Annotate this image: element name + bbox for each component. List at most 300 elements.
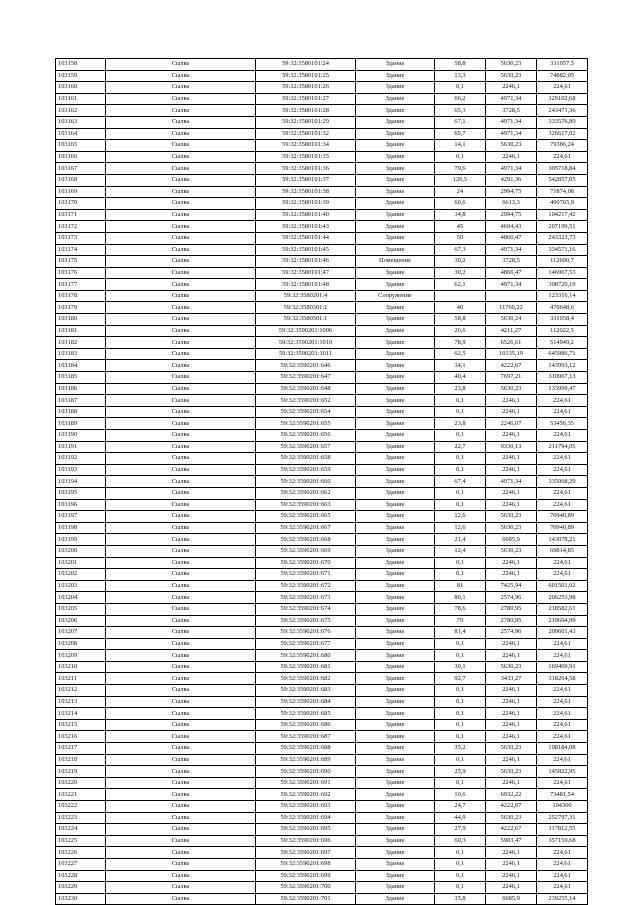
specific-value-cell: 4222,67 — [486, 360, 537, 372]
specific-value-cell: 2246,1 — [486, 395, 537, 407]
cadastral-value-cell: 112600,7 — [537, 256, 588, 268]
object-type-cell: Здание — [356, 893, 435, 905]
locality-cell: Сылва — [106, 256, 256, 268]
cadastral-value-cell: 601501,02 — [537, 580, 588, 592]
object-type-cell: Здание — [356, 835, 435, 847]
cadastral-value-cell: 400765,9 — [537, 198, 588, 210]
cadastral-number-cell: 59:32:3580301:1 — [256, 302, 356, 314]
specific-value-cell: 9330,13 — [486, 441, 537, 453]
table-row — [56, 290, 588, 302]
specific-value-cell: 5630,23 — [486, 511, 537, 523]
cadastral-value-cell: 224,61 — [537, 82, 588, 94]
object-type-cell: Здание — [356, 151, 435, 163]
object-type-cell: Здание — [356, 93, 435, 105]
row-number-cell: 103167 — [56, 163, 106, 175]
object-type-cell: Здание — [356, 882, 435, 894]
locality-cell: Сылва — [106, 198, 256, 210]
cadastral-value-cell: 224,61 — [537, 650, 588, 662]
specific-value-cell: 5630,23 — [486, 522, 537, 534]
cadastral-number-cell: 59:32:3590201:690 — [256, 766, 356, 778]
cadastral-value-cell: 331058,4 — [537, 314, 588, 326]
locality-cell: Сылва — [106, 719, 256, 731]
area-cell: 65,3 — [435, 105, 486, 117]
cadastral-number-cell: 59:32:3580101:40 — [256, 209, 356, 221]
row-number-cell: 103176 — [56, 267, 106, 279]
area-cell: 30,1 — [435, 661, 486, 673]
specific-value-cell: 5630,23 — [486, 140, 537, 152]
cadastral-value-cell: 514949,2 — [537, 337, 588, 349]
locality-cell: Сылва — [106, 638, 256, 650]
row-number-cell: 103215 — [56, 719, 106, 731]
specific-value-cell: 3728,5 — [486, 105, 537, 117]
locality-cell: Сылва — [106, 661, 256, 673]
table-row — [56, 487, 588, 499]
row-number-cell: 103190 — [56, 430, 106, 442]
locality-cell: Сылва — [106, 801, 256, 813]
object-type-cell: Здание — [356, 267, 435, 279]
specific-value-cell: 2246,1 — [486, 719, 537, 731]
table-row — [56, 82, 588, 94]
row-number-cell: 103169 — [56, 186, 106, 198]
locality-cell: Сылва — [106, 754, 256, 766]
locality-cell: Сылва — [106, 430, 256, 442]
table-row — [56, 603, 588, 615]
cadastral-number-cell: 59:32:3590201:700 — [256, 882, 356, 894]
area-cell: 0,1 — [435, 487, 486, 499]
object-type-cell: Здание — [356, 557, 435, 569]
cadastral-number-cell: 59:32:3580201:4 — [256, 290, 356, 302]
cadastral-value-cell: 239255,14 — [537, 893, 588, 905]
cadastral-number-cell: 59:32:3580101:38 — [256, 186, 356, 198]
cadastral-number-cell: 59:32:3590201:693 — [256, 801, 356, 813]
cadastral-value-cell: 71874,08 — [537, 186, 588, 198]
area-cell: 126,5 — [435, 174, 486, 186]
specific-value-cell: 4971,34 — [486, 128, 537, 140]
object-type-cell: Здание — [356, 395, 435, 407]
area-cell: 10,6 — [435, 789, 486, 801]
area-cell: 65,7 — [435, 128, 486, 140]
cadastral-value-cell: 326617,02 — [537, 128, 588, 140]
specific-value-cell: 5630,23 — [486, 812, 537, 824]
row-number-cell: 103158 — [56, 59, 106, 71]
specific-value-cell: 4971,34 — [486, 163, 537, 175]
object-type-cell: Здание — [356, 708, 435, 720]
cadastral-value-cell: 169469,91 — [537, 661, 588, 673]
cadastral-value-cell: 243323,73 — [537, 232, 588, 244]
specific-value-cell: 4222,67 — [486, 824, 537, 836]
specific-value-cell: 2246,1 — [486, 499, 537, 511]
row-number-cell: 103163 — [56, 116, 106, 128]
object-type-cell: Здание — [356, 163, 435, 175]
cadastral-number-cell: 59:32:3580101:28 — [256, 105, 356, 117]
table-row — [56, 93, 588, 105]
object-type-cell: Здание — [356, 186, 435, 198]
specific-value-cell: 4222,67 — [486, 801, 537, 813]
specific-value-cell: 2574,96 — [486, 592, 537, 604]
object-type-cell: Здание — [356, 743, 435, 755]
area-cell: 80,1 — [435, 592, 486, 604]
row-number-cell: 103223 — [56, 812, 106, 824]
cadastral-value-cell: 104217,42 — [537, 209, 588, 221]
specific-value-cell: 5630,23 — [486, 545, 537, 557]
cadastral-value-cell: 224,61 — [537, 777, 588, 789]
cadastral-number-cell: 59:32:3580101:48 — [256, 279, 356, 291]
row-number-cell: 103229 — [56, 882, 106, 894]
locality-cell: Сылва — [106, 766, 256, 778]
row-number-cell: 103209 — [56, 650, 106, 662]
locality-cell: Сылва — [106, 777, 256, 789]
specific-value-cell: 2780,95 — [486, 615, 537, 627]
specific-value-cell: 3728,5 — [486, 256, 537, 268]
object-type-cell: Здание — [356, 603, 435, 615]
object-type-cell: Здание — [356, 847, 435, 859]
cadastral-value-cell: 252797,31 — [537, 812, 588, 824]
table-row — [56, 499, 588, 511]
object-type-cell: Здание — [356, 476, 435, 488]
object-type-cell: Здание — [356, 777, 435, 789]
locality-cell: Сылва — [106, 696, 256, 708]
table-row — [56, 766, 588, 778]
cadastral-value-cell: 146967,53 — [537, 267, 588, 279]
cadastral-number-cell: 59:32:3590201:655 — [256, 418, 356, 430]
locality-cell: Сылва — [106, 627, 256, 639]
specific-value-cell: 5630,23 — [486, 59, 537, 71]
table-row — [56, 174, 588, 186]
area-cell: 58,8 — [435, 314, 486, 326]
object-type-cell: Здание — [356, 696, 435, 708]
table-row — [56, 70, 588, 82]
area-cell: 81 — [435, 580, 486, 592]
object-type-cell: Здание — [356, 685, 435, 697]
table-row — [56, 302, 588, 314]
object-type-cell: Здание — [356, 232, 435, 244]
area-cell: 12,6 — [435, 522, 486, 534]
row-number-cell: 103216 — [56, 731, 106, 743]
row-number-cell: 103191 — [56, 441, 106, 453]
specific-value-cell: 2246,1 — [486, 777, 537, 789]
cadastral-number-cell: 59:32:3590201:659 — [256, 464, 356, 476]
cadastral-value-cell: 224,61 — [537, 858, 588, 870]
row-number-cell: 103166 — [56, 151, 106, 163]
locality-cell: Сылва — [106, 70, 256, 82]
locality-cell: Сылва — [106, 360, 256, 372]
object-type-cell: Здание — [356, 569, 435, 581]
table-row — [56, 592, 588, 604]
object-type-cell: Здание — [356, 731, 435, 743]
table-row — [56, 406, 588, 418]
table-row — [56, 534, 588, 546]
table-row — [56, 580, 588, 592]
specific-value-cell: 4604,43 — [486, 221, 537, 233]
locality-cell: Сылва — [106, 522, 256, 534]
cadastral-value-cell: 308720,19 — [537, 279, 588, 291]
table-row — [56, 140, 588, 152]
cadastral-number-cell: 59:32:3590201:1010 — [256, 337, 356, 349]
cadastral-number-cell: 59:32:3590201:648 — [256, 383, 356, 395]
locality-cell: Сылва — [106, 383, 256, 395]
area-cell: 0,1 — [435, 777, 486, 789]
cadastral-number-cell: 59:32:3580101:29 — [256, 116, 356, 128]
cadastral-value-cell: 645986,71 — [537, 348, 588, 360]
area-cell: 34,8 — [435, 209, 486, 221]
area-cell: 34,1 — [435, 360, 486, 372]
table-row — [56, 893, 588, 905]
cadastral-number-cell: 59:32:3590201:699 — [256, 870, 356, 882]
locality-cell: Сылва — [106, 557, 256, 569]
cadastral-number-cell: 59:32:3590201:667 — [256, 522, 356, 534]
row-number-cell: 103197 — [56, 511, 106, 523]
table-row — [56, 638, 588, 650]
object-type-cell: Здание — [356, 801, 435, 813]
cadastral-value-cell: 69814,85 — [537, 545, 588, 557]
object-type-cell: Здание — [356, 174, 435, 186]
area-cell: 60,3 — [435, 835, 486, 847]
specific-value-cell: 4211,27 — [486, 325, 537, 337]
locality-cell: Сылва — [106, 835, 256, 847]
cadastral-value-cell: 333576,89 — [537, 116, 588, 128]
area-cell: 0,1 — [435, 719, 486, 731]
table-row — [56, 186, 588, 198]
table-row — [56, 685, 588, 697]
specific-value-cell: 6932,22 — [486, 789, 537, 801]
table-row — [56, 325, 588, 337]
table-row — [56, 777, 588, 789]
cadastral-number-cell: 59:32:3580101:37 — [256, 174, 356, 186]
row-number-cell: 103193 — [56, 464, 106, 476]
locality-cell: Сылва — [106, 847, 256, 859]
specific-value-cell: 7697,21 — [486, 372, 537, 384]
area-cell: 23,8 — [435, 383, 486, 395]
table-row — [56, 835, 588, 847]
row-number-cell: 103180 — [56, 314, 106, 326]
specific-value-cell: 2246,1 — [486, 858, 537, 870]
cadastral-number-cell: 59:32:3590201:674 — [256, 603, 356, 615]
locality-cell: Сылва — [106, 279, 256, 291]
area-cell: 50 — [435, 232, 486, 244]
cadastral-value-cell: 224,61 — [537, 499, 588, 511]
area-cell: 0,1 — [435, 870, 486, 882]
table-row — [56, 511, 588, 523]
object-type-cell: Здание — [356, 580, 435, 592]
object-type-cell: Здание — [356, 70, 435, 82]
table-row — [56, 372, 588, 384]
area-cell: 0,1 — [435, 708, 486, 720]
specific-value-cell: 6685,9 — [486, 534, 537, 546]
area-cell: 24,7 — [435, 801, 486, 813]
area-cell: 0,1 — [435, 430, 486, 442]
locality-cell: Сылва — [106, 569, 256, 581]
specific-value-cell: 5630,23 — [486, 743, 537, 755]
cadastral-number-cell: 59:32:3590201:683 — [256, 685, 356, 697]
table-row — [56, 476, 588, 488]
object-type-cell: Здание — [356, 244, 435, 256]
row-number-cell: 103217 — [56, 743, 106, 755]
cadastral-value-cell: 133999,47 — [537, 383, 588, 395]
row-number-cell: 103199 — [56, 534, 106, 546]
row-number-cell: 103230 — [56, 893, 106, 905]
table-row — [56, 256, 588, 268]
cadastral-value-cell: 224,61 — [537, 719, 588, 731]
locality-cell: Сылва — [106, 545, 256, 557]
specific-value-cell: 2994,75 — [486, 186, 537, 198]
specific-value-cell: 4866,47 — [486, 232, 537, 244]
row-number-cell: 103178 — [56, 290, 106, 302]
table-row — [56, 696, 588, 708]
object-type-cell: Здание — [356, 314, 435, 326]
area-cell: 12,4 — [435, 545, 486, 557]
specific-value-cell: 6613,3 — [486, 198, 537, 210]
row-number-cell: 103172 — [56, 221, 106, 233]
object-type-cell: Здание — [356, 209, 435, 221]
specific-value-cell: 2574,96 — [486, 627, 537, 639]
specific-value-cell: 5630,23 — [486, 70, 537, 82]
area-cell: 0,1 — [435, 151, 486, 163]
row-number-cell: 103182 — [56, 337, 106, 349]
table-row — [56, 59, 588, 71]
cadastral-number-cell: 59:32:3590201:694 — [256, 812, 356, 824]
cadastral-number-cell: 59:32:3590201:663 — [256, 499, 356, 511]
locality-cell: Сылва — [106, 650, 256, 662]
object-type-cell: Здание — [356, 105, 435, 117]
specific-value-cell: 7425,94 — [486, 580, 537, 592]
table-row — [56, 731, 588, 743]
table-row — [56, 198, 588, 210]
area-cell: 0,1 — [435, 499, 486, 511]
locality-cell: Сылва — [106, 743, 256, 755]
table-row — [56, 360, 588, 372]
row-number-cell: 103225 — [56, 835, 106, 847]
row-number-cell: 103164 — [56, 128, 106, 140]
object-type-cell: Здание — [356, 545, 435, 557]
row-number-cell: 103161 — [56, 93, 106, 105]
cadastral-number-cell: 59:32:3590201:658 — [256, 453, 356, 465]
area-cell: 78,9 — [435, 337, 486, 349]
area-cell: 0,1 — [435, 731, 486, 743]
cadastral-number-cell: 59:32:3590201:647 — [256, 372, 356, 384]
cadastral-value-cell: 331057,5 — [537, 59, 588, 71]
table-row — [56, 650, 588, 662]
cadastral-value-cell: 224,61 — [537, 464, 588, 476]
specific-value-cell: 2246,1 — [486, 82, 537, 94]
specific-value-cell: 5630,24 — [486, 314, 537, 326]
area-cell: 79 — [435, 615, 486, 627]
cadastral-number-cell: 59:32:3590201:692 — [256, 789, 356, 801]
table-row — [56, 441, 588, 453]
row-number-cell: 103188 — [56, 406, 106, 418]
cadastral-number-cell: 59:32:3590201:685 — [256, 708, 356, 720]
cadastral-value-cell: 79386,24 — [537, 140, 588, 152]
table-row — [56, 151, 588, 163]
row-number-cell: 103187 — [56, 395, 106, 407]
cadastral-value-cell: 224,61 — [537, 151, 588, 163]
object-type-cell: Здание — [356, 348, 435, 360]
area-cell: 23,8 — [435, 418, 486, 430]
row-number-cell: 103204 — [56, 592, 106, 604]
locality-cell: Сылва — [106, 186, 256, 198]
table-row — [56, 128, 588, 140]
area-cell: 66,2 — [435, 93, 486, 105]
area-cell: 79,6 — [435, 163, 486, 175]
row-number-cell: 103170 — [56, 198, 106, 210]
table-row — [56, 430, 588, 442]
table-row — [56, 279, 588, 291]
specific-value-cell: 2994,75 — [486, 209, 537, 221]
object-type-cell: Здание — [356, 360, 435, 372]
cadastral-value-cell: 224,61 — [537, 557, 588, 569]
area-cell: 62,1 — [435, 279, 486, 291]
specific-value-cell: 2780,95 — [486, 603, 537, 615]
object-type-cell: Здание — [356, 719, 435, 731]
table-row — [56, 801, 588, 813]
cadastral-number-cell: 59:32:3590201:697 — [256, 847, 356, 859]
locality-cell: Сылва — [106, 858, 256, 870]
area-cell: 40 — [435, 302, 486, 314]
locality-cell: Сылва — [106, 673, 256, 685]
row-number-cell: 103185 — [56, 372, 106, 384]
cadastral-number-cell: 59:32:3590201:646 — [256, 360, 356, 372]
specific-value-cell: 2246,1 — [486, 870, 537, 882]
table-row — [56, 337, 588, 349]
specific-value-cell: 5903,47 — [486, 835, 537, 847]
row-number-cell: 103202 — [56, 569, 106, 581]
locality-cell: Сылва — [106, 893, 256, 905]
area-cell: 30,2 — [435, 256, 486, 268]
object-type-cell: Здание — [356, 615, 435, 627]
row-number-cell: 103192 — [56, 453, 106, 465]
object-type-cell: Здание — [356, 383, 435, 395]
specific-value-cell: 2246,1 — [486, 708, 537, 720]
cadastral-value-cell: 224,61 — [537, 569, 588, 581]
specific-value-cell: 5630,23 — [486, 661, 537, 673]
cadastral-number-cell: 59:32:3580101:36 — [256, 163, 356, 175]
cadastral-value-cell: 219694,99 — [537, 615, 588, 627]
locality-cell: Сылва — [106, 372, 256, 384]
cadastral-number-cell: 59:32:3590201:673 — [256, 592, 356, 604]
cadastral-value-cell: 123316,14 — [537, 290, 588, 302]
locality-cell: Сылва — [106, 209, 256, 221]
specific-value-cell: 2246,1 — [486, 638, 537, 650]
cadastral-value-cell: 224,61 — [537, 406, 588, 418]
specific-value-cell: 2246,1 — [486, 430, 537, 442]
object-type-cell: Здание — [356, 430, 435, 442]
locality-cell: Сылва — [106, 580, 256, 592]
locality-cell: Сылва — [106, 615, 256, 627]
cadastral-number-cell: 59:32:3580101:34 — [256, 140, 356, 152]
cadastral-number-cell: 59:32:3590201:668 — [256, 534, 356, 546]
specific-value-cell: 4971,34 — [486, 279, 537, 291]
area-cell — [435, 290, 486, 302]
cadastral-value-cell: 310967,13 — [537, 372, 588, 384]
locality-cell: Сылва — [106, 731, 256, 743]
locality-cell: Сылва — [106, 789, 256, 801]
object-type-cell: Помещение — [356, 256, 435, 268]
cadastral-number-cell: 59:32:3590201:689 — [256, 754, 356, 766]
object-type-cell: Здание — [356, 650, 435, 662]
area-cell: 67,3 — [435, 244, 486, 256]
table-row — [56, 464, 588, 476]
locality-cell: Сылва — [106, 441, 256, 453]
cadastral-number-cell: 59:32:3590201:662 — [256, 487, 356, 499]
cadastral-number-cell: 59:32:3590201:675 — [256, 615, 356, 627]
area-cell: 0,1 — [435, 882, 486, 894]
locality-cell: Сылва — [106, 221, 256, 233]
specific-value-cell: 4971,34 — [486, 93, 537, 105]
cadastral-value-cell: 243471,36 — [537, 105, 588, 117]
area-cell: 22,7 — [435, 441, 486, 453]
locality-cell: Сылва — [106, 487, 256, 499]
cadastral-number-cell: 59:32:3590201:656 — [256, 430, 356, 442]
specific-value-cell: 2246,07 — [486, 418, 537, 430]
